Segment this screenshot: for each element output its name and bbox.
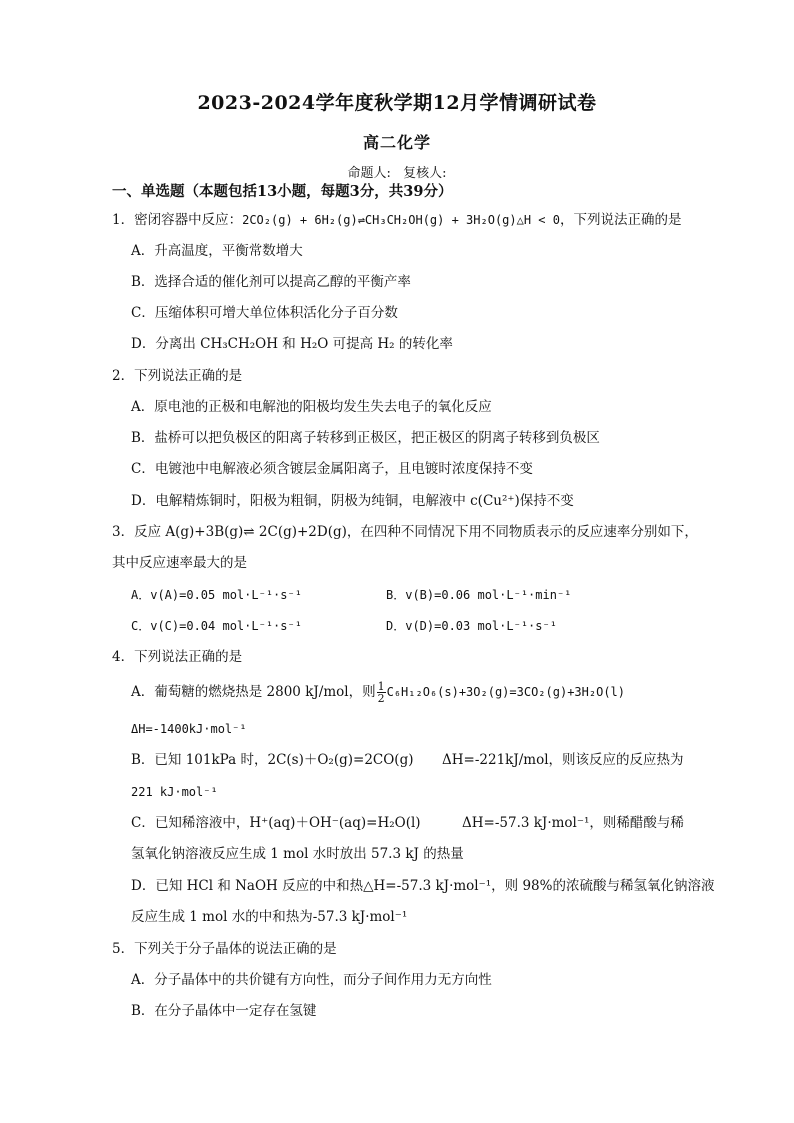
question-4-option-b-continued: 221 kJ·mol⁻¹ bbox=[131, 785, 218, 799]
question-1-stem-prefix: 1．密闭容器中反应： bbox=[112, 212, 243, 228]
question-5-option-b: B．在分子晶体中一定存在氢键 bbox=[131, 1003, 317, 1019]
fraction-denominator: 2 bbox=[377, 692, 385, 705]
exam-title: 2023-2024学年度秋学期12月学情调研试卷 bbox=[197, 92, 597, 114]
question-3-option-a: A．v(A)=0.05 mol·L⁻¹·s⁻¹ bbox=[131, 588, 302, 602]
question-4-option-c: C．已知稀溶液中，H⁺(aq)＋OH⁻(aq)=H₂O(l) bbox=[131, 815, 421, 831]
question-4-option-a-equation: C₆H₁₂O₆(s)+3O₂(g)=3CO₂(g)+3H₂O(l) bbox=[386, 685, 625, 699]
question-2-stem: 2．下列说法正确的是 bbox=[112, 368, 243, 384]
question-2-option-b: B．盐桥可以把负极区的阳离子转移到正极区，把正极区的阴离子转移到负极区 bbox=[131, 430, 600, 446]
author-line bbox=[0, 162, 794, 181]
question-1-option-b: B．选择合适的催化剂可以提高乙醇的平衡产率 bbox=[131, 274, 411, 290]
question-4-option-b bbox=[131, 750, 414, 770]
question-5-stem: 5．下列关于分子晶体的说法正确的是 bbox=[112, 941, 337, 957]
question-4-option-a bbox=[131, 681, 625, 704]
question-3-option-b: B．v(B)=0.06 mol·L⁻¹·min⁻¹ bbox=[386, 588, 572, 602]
question-4-option-b-text: B．已知 101kPa 时，2C(s)＋O₂(g)=2CO(g) bbox=[131, 752, 414, 768]
question-4-option-c-enthalpy: ΔH=-57.3 kJ·mol⁻¹，则稀醋酸与稀 bbox=[462, 815, 684, 831]
question-1-stem bbox=[112, 210, 681, 230]
question-1-option-d: D．分离出 CH₃CH₂OH 和 H₂O 可提高 H₂ 的转化率 bbox=[131, 336, 453, 352]
question-3-stem: 3．反应 A(g)+3B(g)⇌ 2C(g)+2D(g)，在四种不同情况下用不同物质表示的反应速率分别如下， bbox=[112, 524, 698, 540]
question-4-option-c-continued: 氢氧化钠溶液反应生成 1 mol 水时放出 57.3 kJ 的热量 bbox=[131, 846, 464, 862]
question-4-option-a-enthalpy: ΔH=-1400kJ·mol⁻¹ bbox=[131, 722, 247, 736]
question-1-equation: 2CO₂(g) + 6H₂(g)⇌CH₃CH₂OH(g) + 3H₂O(g)△H < 0 bbox=[242, 213, 560, 227]
question-5-option-a: A．分子晶体中的共价键有方向性，而分子间作用力无方向性 bbox=[131, 972, 492, 988]
question-3-option-d: D．v(D)=0.03 mol·L⁻¹·s⁻¹ bbox=[386, 619, 557, 633]
question-4-option-b-enthalpy: ΔH=-221kJ/mol，则该反应的反应热为 bbox=[442, 752, 684, 768]
question-2-option-d: D．电解精炼铜时，阳极为粗铜，阴极为纯铜，电解液中 c(Cu²⁺)保持不变 bbox=[131, 493, 574, 509]
question-1-option-c: C．压缩体积可增大单位体积活化分子百分数 bbox=[131, 305, 398, 321]
question-2-option-a: A．原电池的正极和电解池的阳极均发生失去电子的氧化反应 bbox=[131, 399, 492, 415]
reviewer-label: 复核人: bbox=[403, 166, 447, 181]
question-3-option-c: C．v(C)=0.04 mol·L⁻¹·s⁻¹ bbox=[131, 619, 302, 633]
exam-subject: 高二化学 bbox=[362, 133, 431, 152]
setter-label: 命题人: bbox=[347, 166, 391, 181]
fraction-numerator: 1 bbox=[377, 680, 385, 693]
question-3-stem-continued: 其中反应速率最大的是 bbox=[112, 555, 247, 571]
question-4-option-a-text: A．葡萄糖的燃烧热是 2800 kJ/mol，则 bbox=[131, 684, 376, 700]
fraction-one-half bbox=[377, 681, 386, 704]
question-1-stem-suffix: ，下列说法正确的是 bbox=[559, 212, 682, 228]
question-1-option-a: A．升高温度，平衡常数增大 bbox=[131, 243, 303, 259]
question-2-option-c: C．电镀池中电解液必须含镀层金属阳离子，且电镀时浓度保持不变 bbox=[131, 461, 533, 477]
question-4-option-d-continued: 反应生成 1 mol 水的中和热为-57.3 kJ·mol⁻¹ bbox=[131, 909, 408, 925]
section-heading: 一、单选题（本题包括13小题，每题3分，共39分） bbox=[112, 183, 453, 200]
question-4-option-d: D．已知 HCl 和 NaOH 反应的中和热△H=-57.3 kJ·mol⁻¹，则 98%的浓硫酸与稀氢氧化钠溶液 bbox=[131, 878, 715, 894]
question-4-stem: 4．下列说法正确的是 bbox=[112, 649, 243, 665]
